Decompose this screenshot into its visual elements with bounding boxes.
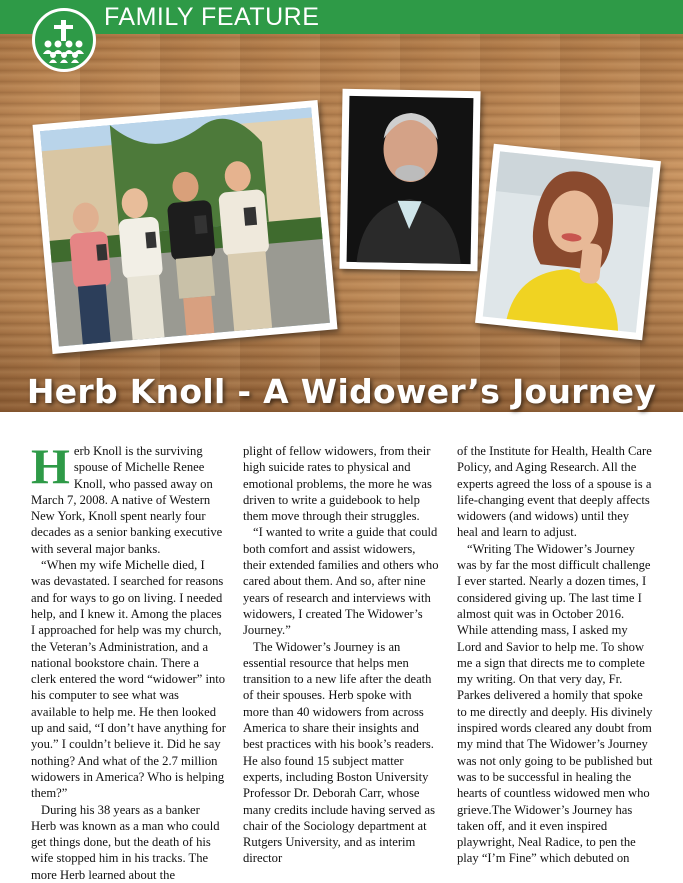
article-body [31,438,661,882]
article-title: Herb Knoll - A Widower’s Journey [26,372,657,411]
article-paragraph: “I wanted to write a guide that could both comfort and assist widowers, their extended families and others who cared about them. And so, after nine years of research and interviews with widowers, I created The Widower’s Journey.” [243,525,439,638]
article-column-2 [243,443,439,867]
article-paragraph: of the Institute for Health, Health Care Policy, and Aging Research. All the experts agreed the loss of a spouse is a life-changing event that deeply affects widowers (and widows) until they heal and learn to adjust. [457,444,652,540]
article-paragraph [31,438,227,557]
article-column-1 [31,438,227,883]
article-paragraph: plight of fellow widowers, from their high suicide rates to physical and emotional problems, the more he was driven to write a guidebook to help them move through their struggles. [243,444,432,524]
article-column-3 [457,443,653,867]
drop-cap: H [31,438,70,494]
portrait-man-grey-hair [339,89,480,271]
article-paragraph: The Widower’s Journey is an essential resource that helps men transition to a new life after the death of their spouses. Herb spoke with more than 40 widowers from across America to share their insights and best practices with his book’s readers. He also found 15 subject matter experts, including Boston University Professor Dr. Deborah Carr, whose many credits include having served as chair of the Sociology department at Rutgers University, and as interim director [243,639,435,866]
article-paragraph: During his 38 years as a banker Herb was known as a man who could get things done, but the death of his wife stopped him in his tracks. The more Herb learned about the [31,802,220,882]
group-photo-four-men-with-books [33,100,338,354]
article-byline: By Scott Starstrom [289,414,373,425]
hero-wood-banner [0,34,683,425]
paragraph-text: erb Knoll is the surviving spouse of Michelle Renee Knoll, who passed away on March 7, 2008. A native of Western New York, Knoll spent nearly four decades as a senior banking executive with several major banks. [31,444,223,556]
section-header-bar [0,0,683,34]
section-label: FAMILY FEATURE [104,3,320,31]
cross-and-people-icon [32,8,96,72]
portrait-woman-yellow-top [475,144,661,341]
article-paragraph: “Writing The Widower’s Journey was by far the most difficult challenge I ever started. Nearly a dozen times, I considered giving up. The last time I almost quit was in October 2016. While attending mass, I asked my Lord and Savior to help me. To show me a sign that directs me to complete my writing. On that very day, Fr. Parkes delivered a homily that spoke to me directly and deeply. His divinely inspired words cleared any doubt from my mind that The Widower’s Journey was not only going to be published but was to be successful in healing the hearts of countless widowed men who grieve.The Widower’s Journey has taken off, and it even inspired playwright, Neal Radice, to pen the play “I’m Fine” which debuted on [457,541,653,866]
article-paragraph: “When my wife Michelle died, I was devastated. I searched for reasons and for ways to go on living. I needed help, and I knew it. Among the places I approached for help was my church, the Veteran’s Administration, and a national bookstore chain. There a clerk entered the word “widower” into his computer to see what was available to help me. He then looked up and said, “I don’t have anything for you.” I couldn’t believe it. Did he say nothing? And what of the 2.7 million widowers in America? Who is helping them?” [31,558,226,801]
